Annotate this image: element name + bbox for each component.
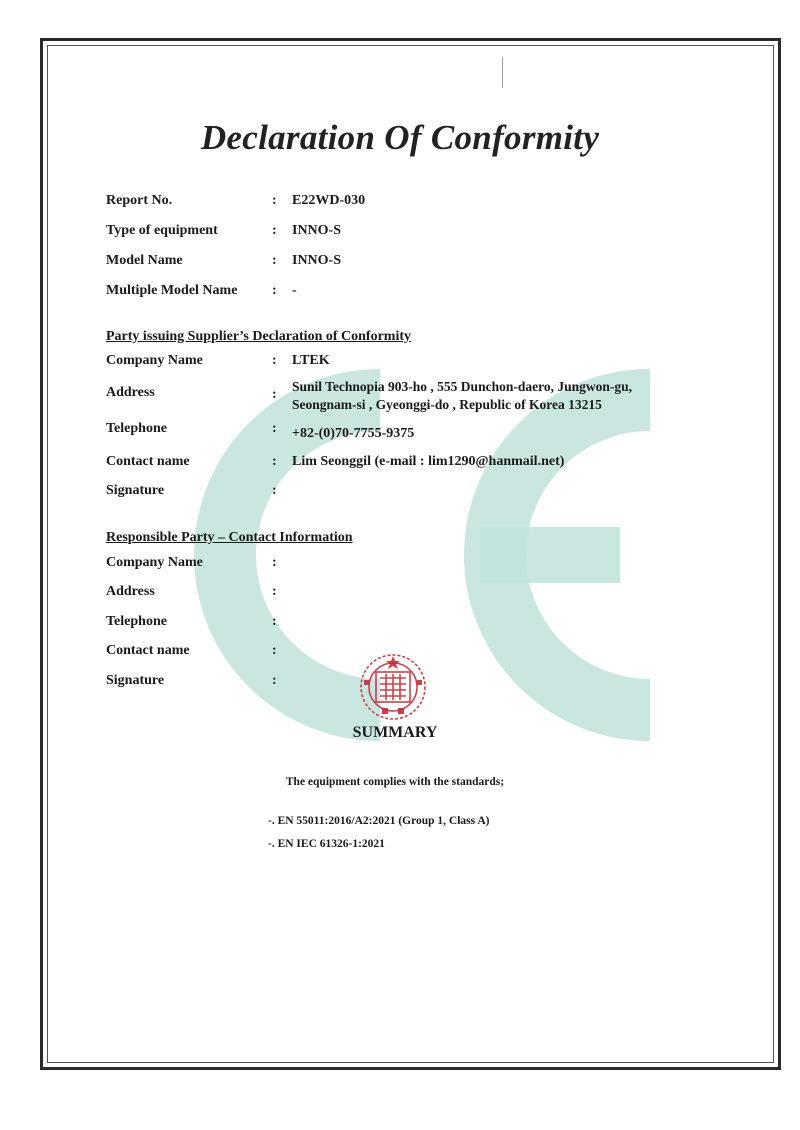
field-label: Multiple Model Name [106, 283, 238, 298]
address-line-2: Seongnam-si , Gyeonggi-do , Republic of Korea 13215 [292, 397, 602, 412]
field-value: LTEK [292, 353, 330, 368]
field-label: Address [106, 385, 155, 400]
field-value: E22WD-030 [292, 193, 366, 208]
field-label: Signature [106, 483, 165, 498]
field-label: Telephone [106, 614, 167, 629]
field-colon: : [272, 483, 277, 498]
field-label: Model Name [106, 253, 183, 268]
field-label: Telephone [106, 421, 167, 436]
summary-title: SUMMARY [352, 724, 438, 741]
field-colon: : [272, 614, 277, 629]
address-lines [292, 378, 632, 414]
field-label: Company Name [106, 555, 203, 570]
field-colon: : [272, 421, 277, 436]
scan-mark [502, 58, 503, 88]
supplier-section-heading: Party issuing Supplier’s Declaration of Conformity [106, 329, 411, 344]
complies-text: The equipment complies with the standards; [285, 776, 505, 788]
field-colon: : [272, 353, 277, 368]
field-label: Company Name [106, 353, 203, 368]
field-label: Address [106, 584, 155, 599]
field-value: +82-(0)70-7755-9375 [292, 426, 415, 441]
field-colon: : [272, 584, 277, 599]
field-colon: : [272, 193, 277, 208]
field-label: Contact name [106, 454, 190, 469]
field-label: Type of equipment [106, 223, 218, 238]
field-label: Report No. [106, 193, 173, 208]
field-value: INNO-S [292, 223, 342, 238]
field-colon: : [272, 223, 277, 238]
field-value: - [292, 283, 297, 298]
company-seal-stamp-icon [352, 650, 434, 724]
address-line-1: Sunil Technopia 903-ho , 555 Dunchon-daero, Jungwon-gu, [292, 379, 632, 394]
field-label: Signature [106, 673, 165, 688]
responsible-section-heading: Responsible Party – Contact Information [106, 530, 353, 545]
field-colon: : [272, 555, 277, 570]
field-colon: : [272, 454, 277, 469]
standard-item: -. EN IEC 61326-1:2021 [268, 838, 385, 850]
field-colon: : [272, 673, 277, 688]
field-colon: : [272, 387, 277, 402]
field-value: INNO-S [292, 253, 342, 268]
field-label: Contact name [106, 643, 190, 658]
field-colon: : [272, 283, 277, 298]
field-value: Lim Seonggil (e-mail : lim1290@hanmail.net) [292, 454, 565, 469]
field-colon: : [272, 643, 277, 658]
document-title: Declaration Of Conformity [200, 118, 600, 157]
standard-item: -. EN 55011:2016/A2:2021 (Group 1, Class A) [268, 815, 490, 827]
field-colon: : [272, 253, 277, 268]
